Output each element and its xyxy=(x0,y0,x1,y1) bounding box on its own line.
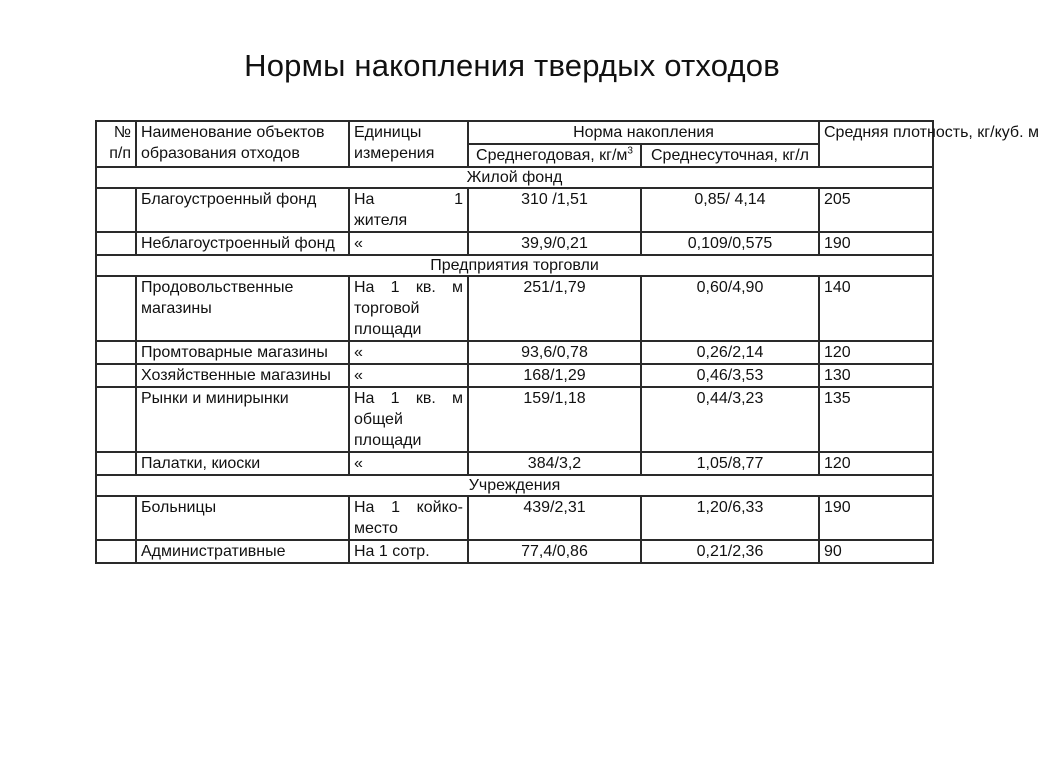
cell-density: 130 xyxy=(819,364,933,387)
cell-no xyxy=(96,276,136,341)
cell-name: Рынки и минирынки xyxy=(136,387,349,452)
cell-density: 120 xyxy=(819,341,933,364)
cell-unit-part: 1 xyxy=(454,191,463,208)
section-title: Жилой фонд xyxy=(96,167,933,188)
cell-day: 0,60/4,90 xyxy=(641,276,819,341)
cell-no xyxy=(96,452,136,475)
cell-density: 190 xyxy=(819,496,933,540)
cell-name: Административные xyxy=(136,540,349,563)
cell-density: 190 xyxy=(819,232,933,255)
header-unit: Единицы измерения xyxy=(349,121,468,167)
table-row xyxy=(96,364,933,387)
cell-density: 205 xyxy=(819,188,933,232)
cell-no xyxy=(96,232,136,255)
header-year-label: Среднегодовая, кг/м xyxy=(476,147,628,164)
cell-year: 77,4/0,86 xyxy=(468,540,641,563)
cell-name: Благоустроенный фонд xyxy=(136,188,349,232)
table-row xyxy=(96,341,933,364)
cell-name: Неблагоустроенный фонд xyxy=(136,232,349,255)
cell-name: Промтоварные магазины xyxy=(136,341,349,364)
cell-unit-part: жителя xyxy=(354,212,408,229)
cell-no xyxy=(96,496,136,540)
section-row xyxy=(96,255,933,276)
cell-name: Больницы xyxy=(136,496,349,540)
cell-unit: На 1 койко-место xyxy=(349,496,468,540)
cell-unit-line xyxy=(354,189,463,210)
cell-density: 140 xyxy=(819,276,933,341)
cell-no xyxy=(96,188,136,232)
cell-day: 0,85/ 4,14 xyxy=(641,188,819,232)
cell-unit: « xyxy=(349,341,468,364)
waste-norms-table xyxy=(95,120,1039,564)
cell-year: 93,6/0,78 xyxy=(468,341,641,364)
cell-year: 251/1,79 xyxy=(468,276,641,341)
header-year xyxy=(468,144,641,167)
section-row xyxy=(96,475,933,496)
cell-unit: « xyxy=(349,364,468,387)
table-row xyxy=(96,452,933,475)
page-title: Нормы накопления твердых отходов xyxy=(244,48,780,83)
cell-unit-part: На xyxy=(354,191,375,208)
cell-density: 90 xyxy=(819,540,933,563)
cell-unit: На 1 кв. м общей площади xyxy=(349,387,468,452)
cell-unit: « xyxy=(349,232,468,255)
table-row xyxy=(96,540,933,563)
cell-density: 120 xyxy=(819,452,933,475)
header-no: № п/п xyxy=(96,121,136,167)
cell-no xyxy=(96,540,136,563)
section-title: Предприятия торговли xyxy=(96,255,933,276)
cell-day: 0,21/2,36 xyxy=(641,540,819,563)
cell-year: 384/3,2 xyxy=(468,452,641,475)
cell-unit: « xyxy=(349,452,468,475)
cell-year: 439/2,31 xyxy=(468,496,641,540)
cell-no xyxy=(96,341,136,364)
table-row xyxy=(96,232,933,255)
cell-day: 0,109/0,575 xyxy=(641,232,819,255)
cell-year: 159/1,18 xyxy=(468,387,641,452)
cell-day: 1,20/6,33 xyxy=(641,496,819,540)
table-row xyxy=(96,496,933,540)
cell-density: 135 xyxy=(819,387,933,452)
cell-unit: На 1 сотр. xyxy=(349,540,468,563)
cell-day: 0,44/3,23 xyxy=(641,387,819,452)
section-title: Учреждения xyxy=(96,475,933,496)
cell-day: 1,05/8,77 xyxy=(641,452,819,475)
header-row xyxy=(96,121,933,144)
section-row xyxy=(96,167,933,188)
table-row xyxy=(96,387,933,452)
header-day: Среднесуточная, кг/л xyxy=(641,144,819,167)
cell-name: Продовольственные магазины xyxy=(136,276,349,341)
cell-unit: На 1 кв. м торговой площади xyxy=(349,276,468,341)
cell-unit xyxy=(349,188,468,232)
table-row xyxy=(96,276,933,341)
header-density: Средняя плотность, кг/куб. м xyxy=(819,121,933,167)
table-row xyxy=(96,188,933,232)
cell-no xyxy=(96,364,136,387)
cell-no xyxy=(96,387,136,452)
cell-day: 0,46/3,53 xyxy=(641,364,819,387)
cell-year: 168/1,29 xyxy=(468,364,641,387)
cell-year: 39,9/0,21 xyxy=(468,232,641,255)
cell-name: Хозяйственные магазины xyxy=(136,364,349,387)
header-year-sup: 3 xyxy=(627,145,633,157)
header-name: Наименование объектов образования отходов xyxy=(136,121,349,167)
cell-day: 0,26/2,14 xyxy=(641,341,819,364)
header-norm: Норма накопления xyxy=(468,121,819,144)
cell-year: 310 /1,51 xyxy=(468,188,641,232)
cell-name: Палатки, киоски xyxy=(136,452,349,475)
